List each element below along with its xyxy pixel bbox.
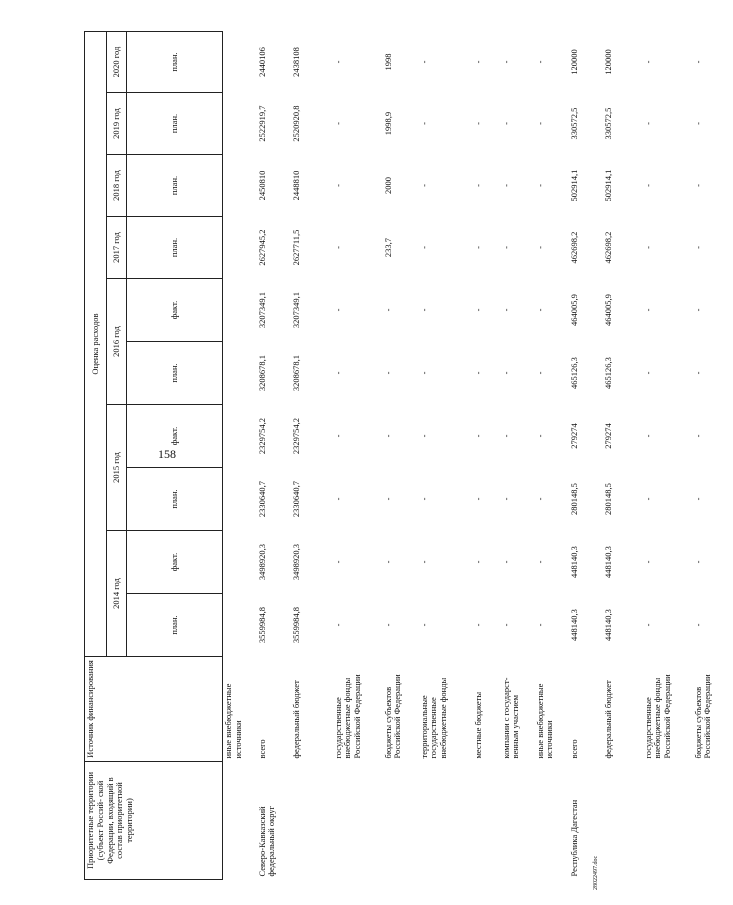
value-cell: 330572,5 — [568, 107, 579, 140]
header-estimate: Оценка расходов — [85, 32, 107, 657]
value-cell: 448140,3 — [602, 609, 613, 641]
value-cell: - — [692, 246, 703, 249]
value-cell: 279274 — [568, 423, 579, 449]
value-cell: - — [418, 246, 429, 249]
table-row — [603, 32, 643, 880]
value-cell: - — [500, 560, 511, 564]
value-cell: 330572,5 — [602, 107, 613, 140]
value-cell: - — [642, 308, 653, 312]
value-cell: 2627711,5 — [290, 229, 301, 266]
value-cell: - — [500, 371, 511, 375]
value-cell: - — [472, 560, 483, 564]
header-fact: факт. — [127, 279, 223, 342]
value-cell: - — [472, 184, 483, 187]
value-cell: - — [472, 122, 483, 125]
territory-cell — [643, 762, 693, 880]
value-cell: 2000 — [382, 177, 393, 194]
value-cell: - — [692, 184, 703, 187]
value-cell: 1998,9 — [382, 111, 393, 136]
value-cell: - — [692, 434, 703, 438]
value-cell — [223, 594, 257, 657]
value-cell: - — [642, 623, 653, 627]
budget-table — [84, 31, 733, 880]
value-cell: 2329754,2 — [290, 417, 301, 455]
source-cell: территориальные государственные внебюджетные фонды — [418, 677, 449, 759]
territory-cell — [603, 762, 643, 880]
header-fact: факт. — [127, 405, 223, 468]
territory-cell — [693, 762, 733, 880]
territory-cell — [333, 762, 383, 880]
header-year-2016: 2016 год — [107, 279, 127, 405]
header-plan: план. — [127, 155, 223, 217]
value-cell — [223, 217, 257, 279]
value-cell: - — [472, 497, 483, 501]
value-cell: - — [382, 434, 393, 438]
value-cell: - — [500, 434, 511, 438]
value-cell: 2448810 — [290, 170, 301, 201]
table-row — [643, 32, 693, 880]
table-row — [569, 32, 603, 880]
header-year-2017: 2017 год — [107, 217, 127, 279]
value-cell: 502914,1 — [602, 169, 613, 202]
value-cell: - — [692, 560, 703, 564]
territory-cell — [419, 762, 473, 880]
value-cell — [223, 93, 257, 155]
value-cell: - — [500, 122, 511, 125]
value-cell: - — [472, 371, 483, 375]
value-cell: 462698,2 — [568, 231, 579, 264]
value-cell: - — [332, 122, 343, 125]
value-cell: 448140,3 — [568, 546, 579, 578]
value-cell: - — [534, 371, 545, 375]
value-cell — [223, 531, 257, 594]
table-row — [257, 32, 291, 880]
value-cell: - — [642, 497, 653, 501]
table-row — [383, 32, 419, 880]
territory-cell — [223, 762, 257, 880]
value-cell: - — [382, 371, 393, 375]
value-cell: 280148,5 — [602, 483, 613, 515]
value-cell: - — [692, 623, 703, 627]
value-cell: - — [500, 60, 511, 64]
header-year-2018: 2018 год — [107, 155, 127, 217]
source-cell: всего — [256, 739, 267, 759]
value-cell: - — [692, 371, 703, 375]
value-cell: - — [382, 497, 393, 501]
header-year-2020: 2020 год — [107, 32, 127, 93]
value-cell: - — [472, 308, 483, 312]
value-cell: - — [500, 497, 511, 501]
value-cell: - — [534, 308, 545, 312]
value-cell: 3559984,8 — [290, 606, 301, 644]
value-cell: 3498920,3 — [290, 543, 301, 581]
value-cell: 279274 — [602, 423, 613, 449]
value-cell: 280148,5 — [568, 483, 579, 515]
value-cell: - — [332, 308, 343, 312]
source-cell: государственные внебюджетные фонды Российской Федерации — [332, 674, 363, 759]
value-cell: 464005,9 — [602, 294, 613, 326]
header-plan: план. — [127, 594, 223, 657]
value-cell: - — [534, 246, 545, 249]
territory-cell — [473, 762, 501, 880]
value-cell: 2330640,7 — [290, 480, 301, 518]
value-cell: 448140,3 — [602, 546, 613, 578]
value-cell: - — [418, 434, 429, 438]
territory-cell: Республика Дагестан — [568, 799, 579, 877]
value-cell: 3498920,3 — [256, 543, 267, 581]
value-cell: - — [332, 434, 343, 438]
table-row — [291, 32, 333, 880]
source-cell: государственные внебюджетные фонды Российской Федерации — [642, 674, 673, 759]
header-year-2015: 2015 год — [107, 405, 127, 531]
value-cell: - — [692, 60, 703, 64]
header-source: Источник финансирования — [85, 657, 223, 762]
value-cell: 2627945,2 — [256, 229, 267, 266]
value-cell: - — [534, 560, 545, 564]
value-cell: - — [642, 122, 653, 125]
value-cell — [223, 279, 257, 342]
table-row — [223, 32, 257, 880]
value-cell: - — [692, 308, 703, 312]
value-cell: - — [418, 497, 429, 501]
table-row — [419, 32, 473, 880]
header-plan: план. — [127, 468, 223, 531]
value-cell: - — [534, 497, 545, 501]
header-plan: план. — [127, 32, 223, 93]
value-cell — [223, 32, 257, 93]
territory-cell — [535, 762, 569, 880]
value-cell — [223, 405, 257, 468]
value-cell: 2440106 — [256, 47, 267, 77]
territory-cell — [501, 762, 535, 880]
value-cell: - — [382, 623, 393, 627]
value-cell: - — [642, 184, 653, 187]
value-cell: - — [534, 122, 545, 125]
value-cell: 120000 — [602, 49, 613, 75]
value-cell: - — [332, 497, 343, 501]
value-cell: - — [418, 60, 429, 64]
value-cell: - — [332, 623, 343, 627]
value-cell: 502914,1 — [568, 169, 579, 202]
header-plan: план. — [127, 217, 223, 279]
value-cell: - — [418, 560, 429, 564]
value-cell: 2450810 — [256, 170, 267, 201]
header-territory: Приоритетные территории (субъект Россий- ской Федерации, входящий в состав приоритетной территории) — [85, 762, 223, 880]
header-plan: план. — [127, 342, 223, 405]
table-row — [535, 32, 569, 880]
value-cell: - — [642, 60, 653, 64]
value-cell — [223, 468, 257, 531]
value-cell: - — [418, 623, 429, 627]
value-cell: - — [332, 246, 343, 249]
value-cell: 448140,3 — [568, 609, 579, 641]
value-cell: 465126,3 — [568, 357, 579, 389]
value-cell: - — [332, 560, 343, 564]
value-cell: 2329754,2 — [256, 417, 267, 455]
page-number: 158 — [158, 447, 176, 461]
territory-cell — [383, 762, 419, 880]
value-cell: 2330640,7 — [256, 480, 267, 518]
value-cell: - — [418, 308, 429, 312]
table-row — [693, 32, 733, 880]
value-cell: 3207349,1 — [290, 291, 301, 329]
table-body — [223, 32, 733, 880]
value-cell: - — [332, 371, 343, 375]
value-cell: 3207349,1 — [256, 291, 267, 329]
value-cell: 2522919,7 — [256, 105, 267, 142]
rotated-table-sheet — [84, 32, 713, 880]
value-cell: 120000 — [568, 49, 579, 75]
value-cell: - — [332, 60, 343, 64]
value-cell: - — [534, 623, 545, 627]
value-cell: - — [534, 434, 545, 438]
value-cell: - — [382, 560, 393, 564]
value-cell: 3208678,1 — [256, 354, 267, 392]
value-cell: - — [472, 434, 483, 438]
header-year-2019: 2019 год — [107, 93, 127, 155]
value-cell: - — [642, 246, 653, 249]
value-cell: 464005,9 — [568, 294, 579, 326]
value-cell: 3208678,1 — [290, 354, 301, 392]
value-cell: - — [418, 371, 429, 375]
value-cell: - — [382, 308, 393, 312]
source-cell: иные внебюджетные источники — [534, 683, 555, 759]
value-cell: - — [692, 497, 703, 501]
value-cell: - — [472, 623, 483, 627]
value-cell: - — [642, 371, 653, 375]
value-cell: - — [472, 60, 483, 64]
source-cell: федеральный бюджет — [290, 680, 301, 759]
value-cell: 462698,2 — [602, 231, 613, 264]
header-year-2014: 2014 год — [107, 531, 127, 657]
source-cell: федеральный бюджет — [602, 680, 613, 759]
value-cell: - — [332, 184, 343, 187]
territory-cell: Северо-Кавказский федеральный округ — [256, 805, 277, 877]
value-cell: - — [472, 246, 483, 249]
value-cell: - — [692, 122, 703, 125]
source-cell: иные внебюджетные источники — [223, 683, 243, 759]
value-cell: - — [500, 623, 511, 627]
value-cell: - — [642, 434, 653, 438]
source-cell: компании с государст- венным участием — [500, 677, 521, 759]
value-cell: 2520920,8 — [290, 105, 301, 142]
document-reference: 28022497.doc — [593, 855, 599, 890]
value-cell: - — [642, 560, 653, 564]
value-cell: - — [418, 122, 429, 125]
source-cell: всего — [568, 739, 579, 759]
value-cell: 2438108 — [290, 47, 301, 77]
header-plan: план. — [127, 93, 223, 155]
source-cell: бюджеты субъектов Российской Федерации — [692, 674, 713, 759]
value-cell: - — [534, 60, 545, 64]
territory-cell — [291, 762, 333, 880]
table-row — [333, 32, 383, 880]
value-cell: 233,7 — [382, 237, 393, 258]
value-cell: - — [500, 246, 511, 249]
value-cell — [223, 155, 257, 217]
value-cell: 1998 — [382, 53, 393, 71]
value-cell — [223, 342, 257, 405]
value-cell: - — [500, 308, 511, 312]
value-cell: - — [418, 184, 429, 187]
value-cell: - — [500, 184, 511, 187]
value-cell: - — [534, 184, 545, 187]
source-cell: местные бюджеты — [472, 691, 483, 759]
table-row — [501, 32, 535, 880]
value-cell: 3559984,8 — [256, 606, 267, 644]
source-cell: бюджеты субъектов Российской Федерации — [382, 674, 403, 759]
header-fact: факт. — [127, 531, 223, 594]
value-cell: 465126,3 — [602, 357, 613, 389]
table-row — [473, 32, 501, 880]
